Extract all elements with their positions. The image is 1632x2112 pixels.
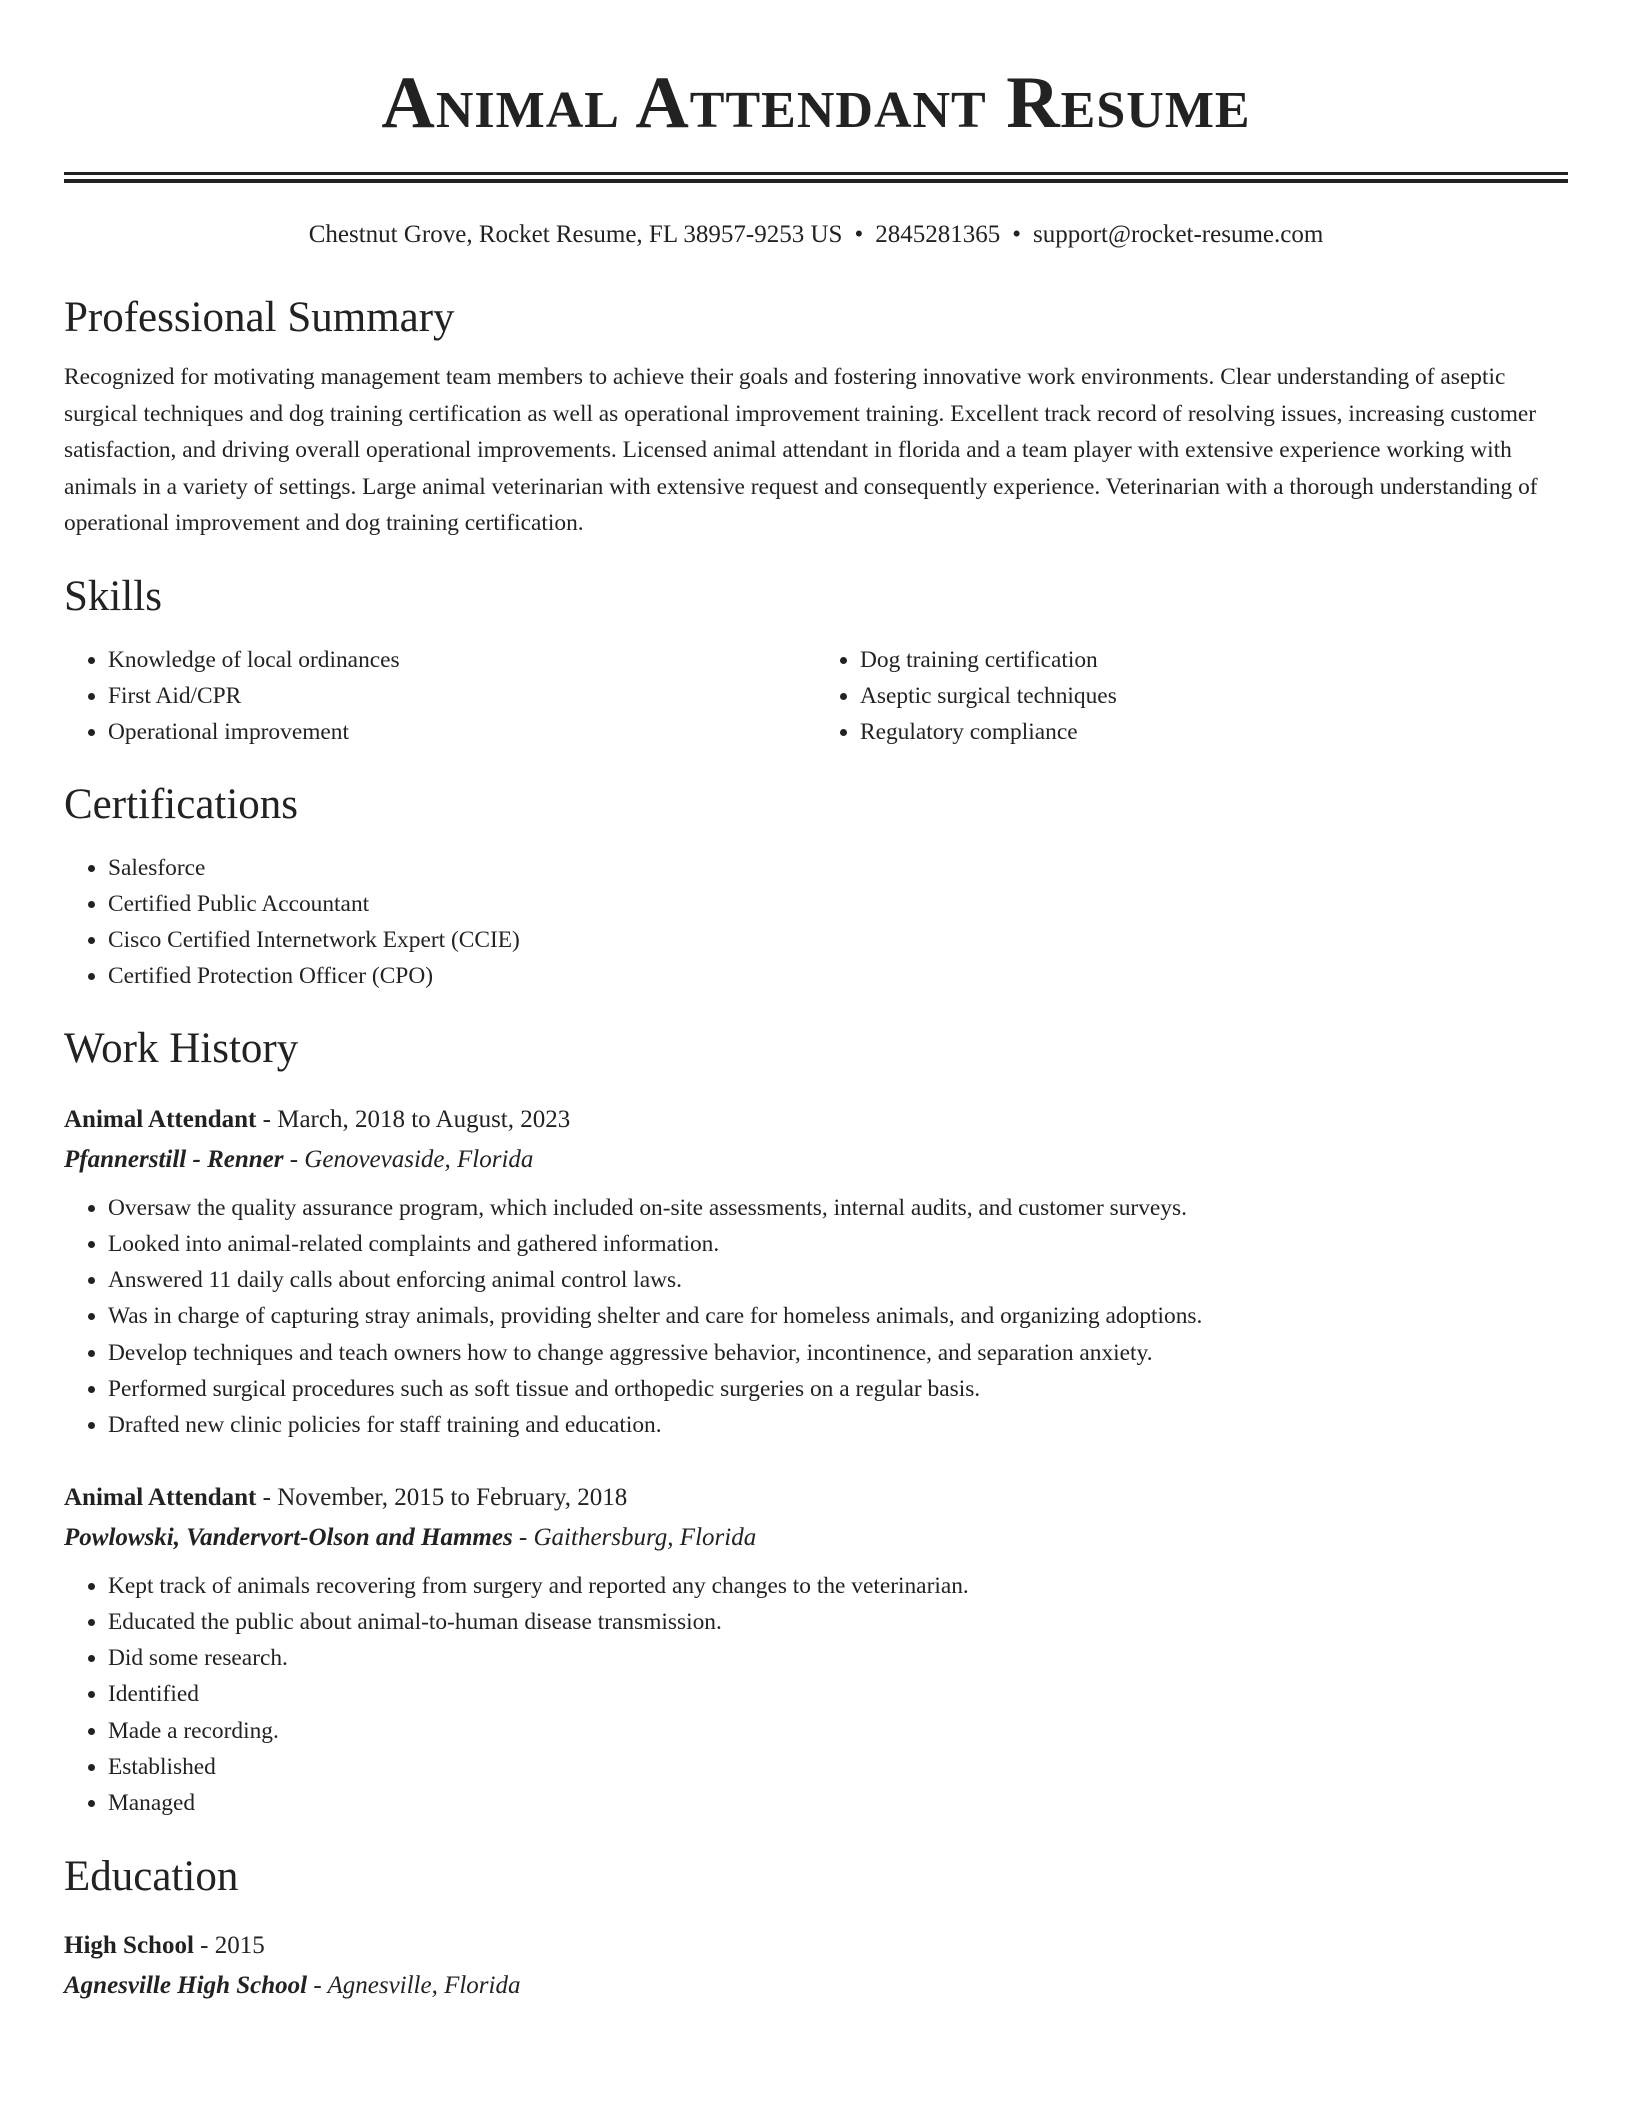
duty-item: • Educated the public about animal-to-human disease transmission.	[108, 1604, 1568, 1640]
work-history-heading: Work History	[64, 1024, 299, 1072]
duty-item: • Oversaw the quality assurance program, which included on-site assessments, internal audits, and customer surveys.	[108, 1190, 1568, 1226]
job-dates: - November, 2015 to February, 2018	[256, 1483, 628, 1511]
duty-item: • Identified	[108, 1676, 1568, 1712]
contact-address: Chestnut Grove, Rocket Resume, FL 38957-9253 US	[308, 221, 843, 248]
duty-item: • Answered 11 daily calls about enforcing animal control laws.	[108, 1262, 1568, 1298]
title-divider	[64, 172, 1568, 183]
skill-item: • Dog training certification	[860, 642, 1568, 678]
company-location: - Genovevaside, Florida	[283, 1145, 534, 1173]
company-location: - Gaithersburg, Florida	[512, 1523, 757, 1551]
company-line	[64, 1140, 1568, 1180]
education-school: Agnesville High School	[64, 1971, 308, 1999]
education-location: - Agnesville, Florida	[307, 1971, 521, 1999]
duty-item: • Made a recording.	[108, 1713, 1568, 1749]
duty-item: • Kept track of animals recovering from surgery and reported any changes to the veterinarian.	[108, 1568, 1568, 1604]
skills-heading: Skills	[64, 572, 162, 620]
skill-item: • Operational improvement	[108, 714, 816, 750]
contact-separator: •	[1012, 221, 1021, 248]
skills-list	[64, 642, 1568, 750]
job-entry	[64, 1478, 1568, 1822]
job-entry	[64, 1100, 1568, 1444]
resume-title: Animal Attendant Resume	[381, 62, 1251, 144]
skill-item: • First Aid/CPR	[108, 678, 816, 714]
skills-column-left	[64, 642, 816, 750]
certification-item: • Cisco Certified Internetwork Expert (CCIE)	[108, 922, 1568, 958]
education-heading: Education	[64, 1852, 239, 1900]
job-title-line	[64, 1100, 1568, 1140]
contact-separator: •	[854, 221, 864, 248]
contact-line	[64, 219, 1568, 251]
education-school-line	[64, 1966, 1568, 2006]
duty-item: • Develop techniques and teach owners how to change aggressive behavior, incontinence, and separation anxiety.	[108, 1335, 1568, 1371]
duty-item: • Looked into animal-related complaints and gathered information.	[108, 1226, 1568, 1262]
job-duties	[64, 1568, 1568, 1822]
skills-column-right	[816, 642, 1568, 750]
company-name: Pfannerstill - Renner	[64, 1145, 284, 1173]
job-title: Animal Attendant	[64, 1105, 257, 1133]
duty-item: • Performed surgical procedures such as soft tissue and orthopedic surgeries on a regular basis.	[108, 1371, 1568, 1407]
certification-item: • Salesforce	[108, 850, 1568, 886]
job-duties	[64, 1190, 1568, 1444]
duty-item: • Established	[108, 1749, 1568, 1785]
job-title: Animal Attendant	[64, 1483, 257, 1511]
company-line	[64, 1518, 1568, 1558]
duty-item: • Drafted new clinic policies for staff training and education.	[108, 1407, 1568, 1443]
skill-item: • Knowledge of local ordinances	[108, 642, 816, 678]
education-degree: High School	[64, 1931, 194, 1959]
certifications-list	[64, 850, 1568, 994]
skill-item: • Regulatory compliance	[860, 714, 1568, 750]
job-title-line	[64, 1478, 1568, 1518]
duty-item: • Did some research.	[108, 1640, 1568, 1676]
summary-heading: Professional Summary	[64, 294, 455, 341]
duty-item: • Managed	[108, 1785, 1568, 1821]
contact-phone: 2845281365	[875, 221, 1001, 248]
company-name: Powlowski, Vandervort-Olson and Hammes	[64, 1523, 513, 1551]
certification-item: • Certified Public Accountant	[108, 886, 1568, 922]
education-year: - 2015	[193, 1931, 265, 1959]
job-dates: - March, 2018 to August, 2023	[256, 1105, 571, 1133]
certification-item: • Certified Protection Officer (CPO)	[108, 958, 1568, 994]
contact-email: support@rocket-resume.com	[1033, 221, 1324, 248]
duty-item: • Was in charge of capturing stray animals, providing shelter and care for homeless animals, and organizing adoptions.	[108, 1298, 1568, 1334]
education-degree-line	[64, 1926, 1568, 1966]
summary-text: Recognized for motivating management team members to achieve their goals and fostering innovative work environments. Clear understanding of aseptic surgical techniques and dog training certification as well as operational improvement training. Excellent track record of resolving issues, increasing customer satisfaction, and driving overall operational improvements. Licensed animal attendant in florida and a team player with extensive experience working with animals in a variety of settings. Large animal veterinarian with extensive request and consequently experience. Veterinarian with a thorough understanding of operational improvement and dog training certification.	[64, 364, 1538, 536]
skill-item: • Aseptic surgical techniques	[860, 678, 1568, 714]
certifications-heading: Certifications	[64, 780, 299, 828]
